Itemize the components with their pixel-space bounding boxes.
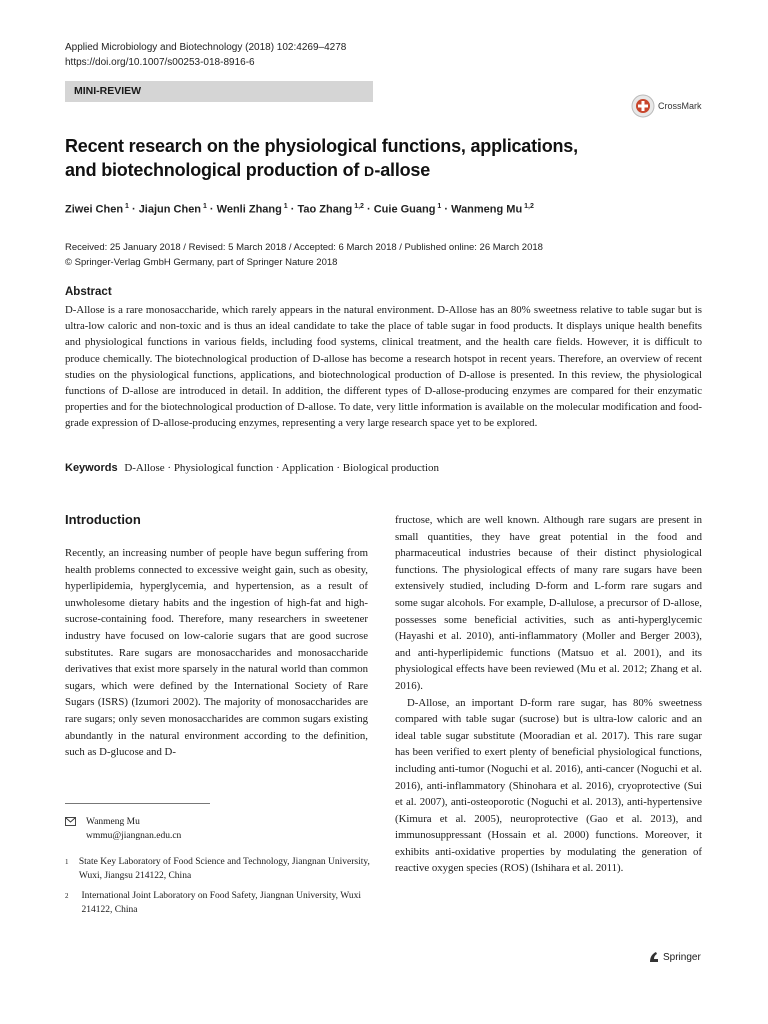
article-title [65, 134, 715, 183]
author-separator: · [441, 203, 452, 216]
affiliation-number: 1 [65, 858, 69, 866]
doi-link[interactable]: https://doi.org/10.1007/s00253-018-8916-6 [65, 57, 255, 68]
author-separator: · [128, 203, 139, 216]
keywords [65, 462, 439, 474]
introduction-left-column: Recently, an increasing number of people have begun suffering from health problems connected to excessive weight gain, such as obesity, hyperlipidemia, hyperglycemia, and hypertension, as a result of unwholesome dietary habits and the ingestion of high-fat and high-sucrose-containing food. Therefore, many researchers in sweetener industry have focused on low-calorie sugars that are good sucrose substitutes. Rare sugars are monosaccharides and monosaccharide derivatives that exist more sparsely in the natural world than common sugars, which were defined by the International Society of Rare Sugars (ISRS) (Izumori 2002). The majority of monosaccharides are rare sugars; only seven monosaccharides are common sugars existing abundantly in the natural environment according to the definition, such as D-glucose and D- [65, 547, 368, 759]
author-name[interactable]: Wanmeng Mu [451, 203, 523, 216]
keywords-label: Keywords [65, 462, 118, 474]
author-name[interactable]: Wenli Zhang [216, 203, 282, 216]
author-name[interactable]: Tao Zhang [297, 203, 353, 216]
author-affiliation-marker: 1,2 [522, 203, 534, 210]
author-separator: · [287, 203, 298, 216]
keywords-list: D-Allose · Physiological function · Application · Biological production [124, 462, 439, 474]
corresponding-author [65, 815, 181, 843]
author-name[interactable]: Ziwei Chen [65, 203, 124, 216]
author-affiliation-marker: 1 [281, 203, 288, 210]
author-name[interactable]: Jiajun Chen [138, 203, 202, 216]
paragraph: D-Allose, an important D-form rare sugar, has 80% sweetness compared with table sugar (sucrose) but is ultra-low caloric and an ideal table sugar substitute (Mooradian et al. 2017). This rare sugar has been verified to exert plenty of beneficial physiological functions, including anti-tumor (Noguchi et al. 2016), anti-cancer (Noguchi et al. 2016), anti-inflammatory (Shinohara et al. 2016), cryoprotective (Sui et al. 2007), anti-osteoporotic (Noguchi et al. 2013), anti-hypertensive (Kimura et al. 2005), neuroprotective (Gao et al. 2013), and immunosuppressant (Hossain et al. 2000) functions. Moreover, it exhibits anti-oxidative properties by modulating the generation of reactive oxygen species (ROS) (Ishihara et al. 2011). [395, 696, 702, 875]
crossmark-icon [631, 94, 655, 118]
journal-info [65, 40, 346, 70]
introduction-right-column [395, 512, 702, 877]
footnote-divider [65, 803, 210, 804]
publisher-logo [648, 951, 701, 963]
crossmark-label: CrossMark [658, 101, 702, 111]
journal-citation: Applied Microbiology and Biotechnology (2018) 102:4269–4278 [65, 42, 347, 53]
publisher-name: Springer [663, 951, 701, 963]
abstract-heading: Abstract [65, 286, 112, 298]
affiliation-2 [65, 889, 375, 917]
author-affiliation-marker: 1 [435, 203, 442, 210]
affiliation-1 [65, 855, 375, 883]
author-separator: · [363, 203, 374, 216]
crossmark-badge[interactable] [631, 94, 702, 118]
author-name[interactable]: Cuie Guang [373, 203, 436, 216]
author-separator: · [206, 203, 217, 216]
article-dates [65, 240, 543, 270]
correspondent-name: Wanmeng Mu [86, 817, 140, 827]
paragraph: fructose, which are well known. Although rare sugars are present in small quantities, they have great potential in the food and pharmaceutical industries because of their distinct physiological functions. The physiological effects of many rare sugars have been extensively studied, including D-form and L-form rare sugars and some sugar alcohols. For example, D-allulose, a precursor of D-allose, possesses some beneficial activities, such as anti-hyperglycemic (Hayashi et al. 2010), anti-inflammatory (Moller and Berger 2003), and anti-hyperlipidemic functions (Matsuo et al. 2001), and its physiological effects have been reviewed (Mu et al. 2012; Zhang et al. 2016). [395, 514, 702, 692]
author-affiliation-marker: 1 [201, 203, 207, 210]
title-line-1: Recent research on the physiological functions, applications, [65, 136, 578, 156]
title-line-2: and biotechnological production of D-allose [65, 160, 431, 180]
article-type-band: MINI-REVIEW [65, 81, 373, 102]
affiliation-text: State Key Laboratory of Food Science and Technology, Jiangnan University, Wuxi, Jiangsu 214122, China [78, 857, 370, 881]
springer-horse-icon [648, 951, 660, 963]
abstract-body: D-Allose is a rare monosaccharide, which rarely appears in the natural environment. D-Allose has an 80% sweetness relative to table sugar but is ultra-low caloric and non-toxic and is thus an ideal candidate to take the place of table sugar in food products. It displays unique health benefits and physiological functions in various fields, including food systems, clinical treatment, and the health care fields. However, it is difficult to produce chemically. The biotechnological production of D-allose has become a research hotspot in recent years. Therefore, an overview of recent studies on the physiological functions, applications, and biotechnological production of D-allose is presented. In this review, the physiological functions of D-allose are introduced in detail. In addition, the different types of D-allose-producing enzymes are compared for their enzymatic properties and for the biotechnological production of D-allose. To date, very little information is available on the molecular modification and food-grade expression of D-allose-producing enzymes, representing a very large research space yet to be explored. [65, 304, 702, 430]
introduction-heading: Introduction [65, 512, 141, 527]
copyright-line: © Springer-Verlag GmbH Germany, part of Springer Nature 2018 [65, 257, 338, 268]
correspondent-email[interactable]: wmmu@jiangnan.edu.cn [86, 831, 182, 841]
author-affiliation-marker: 1,2 [352, 203, 364, 210]
author-list [65, 203, 534, 216]
affiliation-number: 2 [65, 892, 69, 900]
envelope-icon [65, 817, 76, 826]
author-affiliation-marker: 1 [123, 203, 129, 210]
affiliation-text: International Joint Laboratory on Food Safety, Jiangnan University, Wuxi 214122, China [81, 891, 361, 915]
history-dates: Received: 25 January 2018 / Revised: 5 March 2018 / Accepted: 6 March 2018 / Published online: 26 March 2018 [65, 242, 543, 253]
